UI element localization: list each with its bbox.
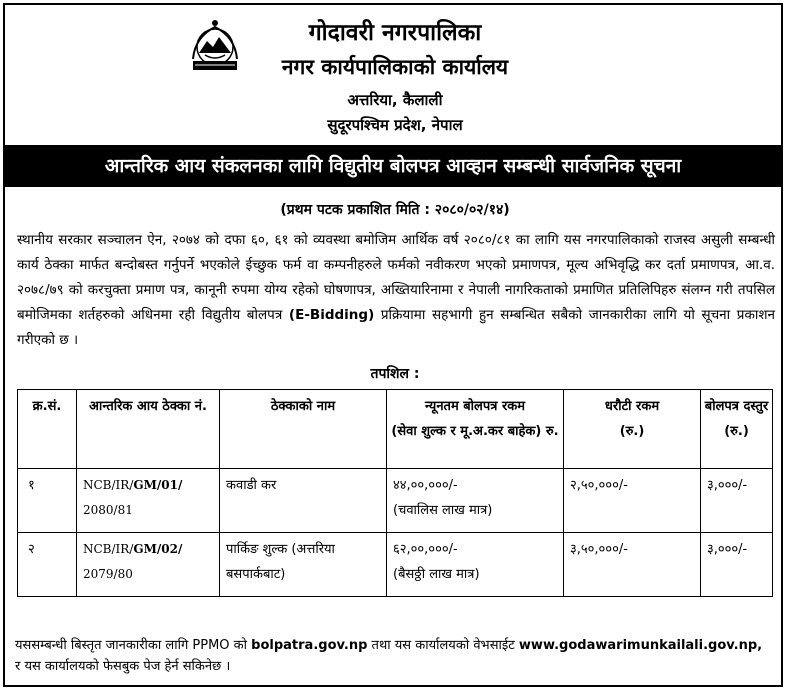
row-deposit: ३,५०,०००/-	[564, 533, 701, 597]
header-min-bid	[387, 390, 564, 469]
row-sn: २	[18, 533, 77, 597]
row-min-bid	[387, 533, 564, 597]
body-part-1: स्थानीय सरकार सञ्चालन ऐन, २०७४ को दफा ६०, ६१ को व्यवस्था बमोजिम आर्थिक वर्ष २०८०/८१ का लागि यस नगरपालिकाको राजस्व असुली सम्बन्धी कार्य ठेक्का मार्फत बन्दोबस्त गर्नुपर्ने भएकोले ईच्छुक फर्म वा कम्पनीहरुले फर्मको नवीकरण भएको प्रमाणपत्र, मूल्य अभिवृद्धि कर दर्ता प्रमाणपत्र, आ.व. २०७८/७९ को करचुक्ता प्रमाण पत्र, कानूनी रुपमा योग्य रहेको घोषणापत्र, अख्तियारिनामा र नेपाली नागरिकताको प्रमाणित प्रतिलिपिहरु संलग्न गरी तपसिल बमोजिमका शर्तहरुको अधिनमा रही विद्युतीय बोलपत्र	[17, 232, 775, 323]
publish-date: (प्रथम पटक प्रकाशित मिति : २०८०/०२/१४)	[280, 202, 510, 218]
header-deposit	[564, 390, 701, 469]
office-location: अत्तरिया, कैलाली	[347, 91, 443, 109]
header-name: ठेक्काको नाम	[220, 390, 387, 469]
office-name: नगर कार्यपालिकाको कार्यालय	[281, 55, 509, 79]
row-code-year: 2080/81	[83, 503, 133, 517]
table-header-row	[18, 390, 773, 469]
row-min-bid-amount: ६२,००,०००/-	[393, 542, 458, 557]
notice-page	[3, 3, 783, 687]
header-min-bid-note: (सेवा शुल्क र मू.अ.कर बाहेक) रु.	[391, 424, 559, 439]
header-code: आन्तरिक आय ठेक्का नं.	[77, 390, 220, 469]
header-fee	[701, 390, 773, 469]
row-name: पार्किङ शुल्क (अत्तरिया बसपार्कबाट)	[220, 533, 387, 597]
website-link[interactable]: www.godawarimunkailali.gov.np,	[518, 638, 763, 653]
row-code-bold: GM/01/	[133, 478, 183, 492]
notice-title: आन्तरिक आय संकलनका लागि विद्युतीय बोलपत्र आव्हान सम्बन्धी सार्वजनिक सूचना	[5, 145, 781, 187]
row-fee: ३,०००/-	[701, 533, 773, 597]
row-code	[77, 469, 220, 533]
footer-part-3: र यस कार्यालयको फेसबुक पेज हेर्न सकिनेछ ।	[15, 659, 231, 674]
header-sn: क्र.सं.	[18, 390, 77, 469]
row-sn: १	[18, 469, 77, 533]
header-min-bid-label: न्यूनतम बोलपत्र रकम	[424, 399, 526, 414]
table-row	[18, 533, 773, 597]
table-row	[18, 469, 773, 533]
row-fee: ३,०००/-	[701, 469, 773, 533]
row-code-year: 2079/80	[83, 567, 133, 581]
footer-part-1: यससम्बन्धी बिस्तृत जानकारीका लागि PPMO को	[15, 638, 252, 653]
header-fee-unit: (रु.)	[724, 424, 749, 439]
footer-note	[15, 635, 777, 677]
body-ebidding: (E-Bidding)	[288, 307, 375, 323]
schedule-title: तपशिल :	[370, 366, 420, 382]
body-part-2: प्रक्रियामा सहभागी हुन सम्बन्धित सबैको जानकारीका लागि यो सूचना प्रकाशन गरीएको छ ।	[17, 307, 776, 348]
notice-body	[17, 228, 775, 353]
row-name: कवाडी कर	[220, 469, 387, 533]
row-code-prefix: NCB/IR/	[83, 478, 134, 492]
row-code-bold: GM/02/	[133, 542, 183, 556]
row-code	[77, 533, 220, 597]
office-province: सुदूरपश्चिम प्रदेश, नेपाल	[327, 116, 463, 134]
header-fee-label: बोलपत्र दस्तुर	[704, 399, 769, 414]
row-min-bid	[387, 469, 564, 533]
row-min-bid-words: (चवालिस लाख मात्र)	[393, 503, 493, 518]
header-deposit-unit: (रु.)	[619, 424, 645, 439]
row-code-prefix: NCB/IR/	[83, 542, 134, 556]
header-deposit-label: धरौटी रकम	[604, 399, 660, 414]
row-min-bid-words: (बैसठ्ठी लाख मात्र)	[393, 567, 480, 582]
bolpatra-link[interactable]: bolpatra.gov.np	[251, 638, 368, 653]
row-min-bid-amount: ४४,००,०००/-	[393, 478, 458, 493]
row-deposit: २,५०,०००/-	[564, 469, 701, 533]
bid-schedule-table	[17, 389, 773, 597]
municipality-name: गोदावरी नगरपालिका	[308, 20, 482, 46]
footer-part-2: तथा यस कार्यालयको वेभसाईट	[367, 638, 519, 653]
